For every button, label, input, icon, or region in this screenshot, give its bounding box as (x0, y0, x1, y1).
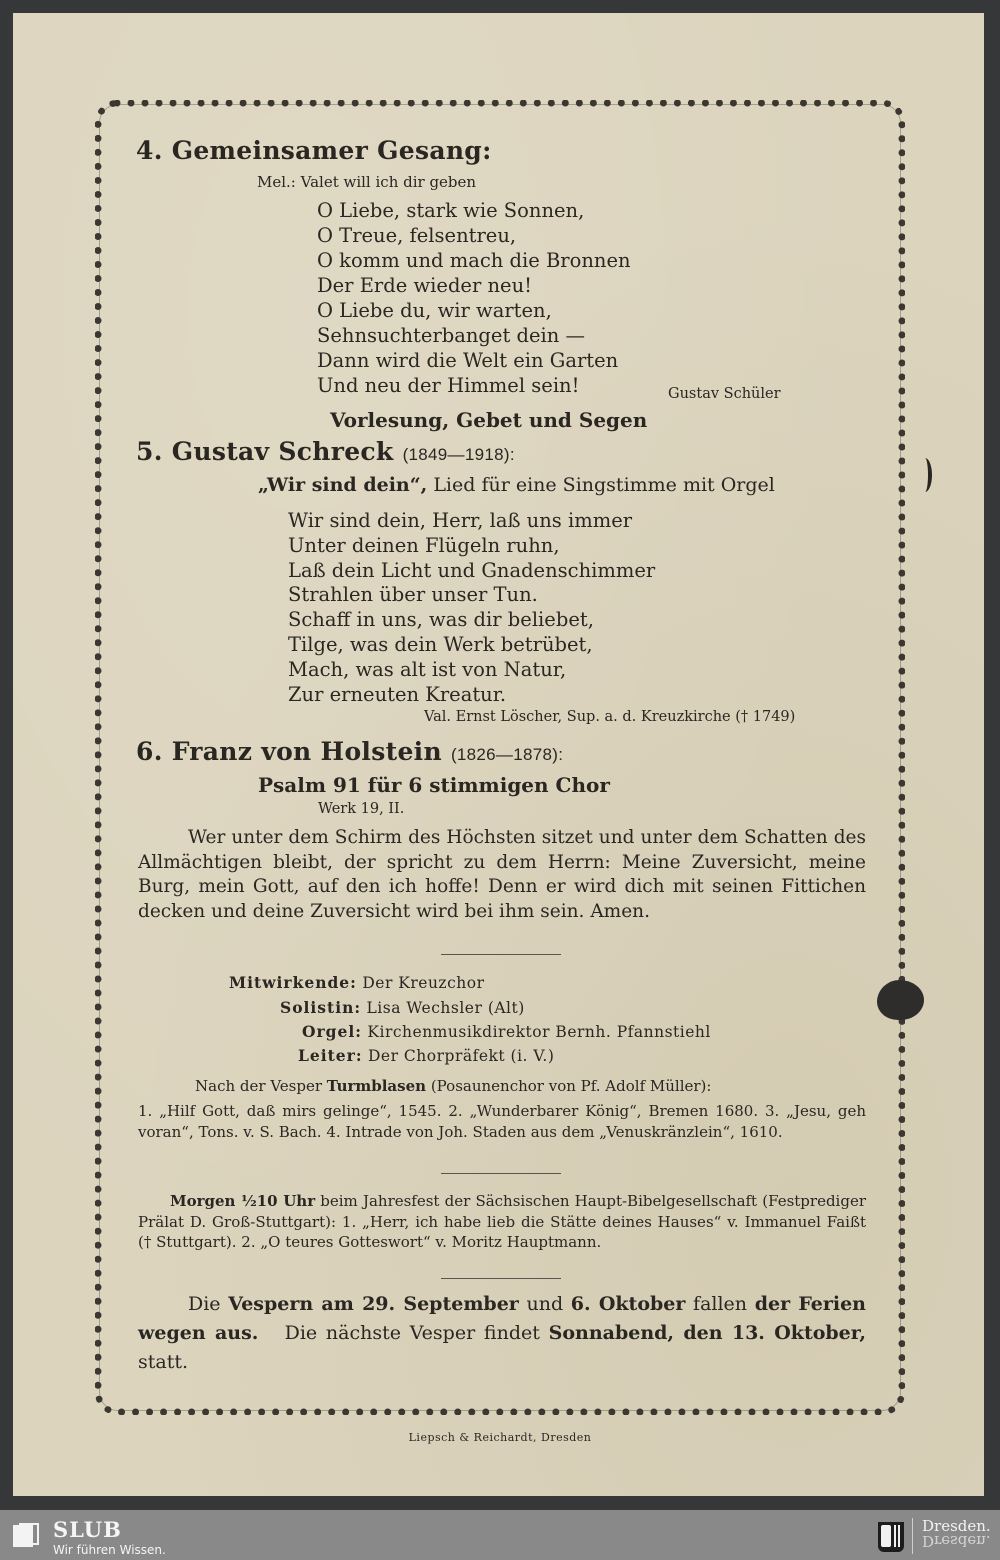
verse-line: Mach, was alt ist von Natur, (288, 658, 567, 681)
morning-lead: Morgen ½10 Uhr (170, 1192, 316, 1210)
slub-tagline: Wir führen Wissen. (53, 1543, 166, 1557)
composer-name: 5. Gustav Schreck (136, 437, 394, 466)
verse-line: Dann wird die Welt ein Garten (317, 349, 619, 372)
opus-number: Werk 19, II. (318, 801, 405, 817)
verse-line: O Liebe, stark wie Sonnen, (317, 199, 585, 222)
performer-value: Lisa Wechsler (Alt) (366, 999, 525, 1017)
section-5-heading (136, 437, 515, 466)
notice-bold: Vespern am 29. September (228, 1293, 519, 1315)
notice-bold: 6. Oktober (570, 1293, 686, 1315)
liturgy-line: Vorlesung, Gebet und Segen (330, 408, 648, 432)
footer-separator (912, 1518, 913, 1554)
verse-line: O Liebe du, wir warten, (317, 299, 552, 322)
slub-brand[interactable]: SLUB (53, 1517, 122, 1542)
song-title: „Wir sind dein“, (258, 474, 428, 496)
performer-value: Kirchenmusikdirektor Bernh. Pfannstiehl (367, 1023, 711, 1041)
margin-bracket-mark (918, 458, 932, 492)
ink-blot-mark (877, 980, 924, 1020)
performer-label: Mitwirkende: (229, 973, 357, 992)
notice-text: fallen (693, 1293, 748, 1315)
dresden-logo-text[interactable]: Dresden. (922, 1517, 991, 1535)
work-title: Psalm 91 für 6 stimmigen Chor (258, 773, 610, 797)
verse-line: Und neu der Himmel sein! (317, 374, 580, 397)
notice-text: statt. (138, 1351, 189, 1373)
section-4-heading: 4. Gemeinsamer Gesang: (136, 136, 492, 165)
tower-program: 1. „Hilf Gott, daß mirs gelinge“, 1545. 2. „Wunderbarer König“, Bremen 1680. 3. „Jesu, geh voran“, Tons. v. S. Bach. 4. Intrade von Joh. Staden aus dem „Venuskränzlein“, 1610. (138, 1102, 866, 1141)
performer-label: Orgel: (302, 1022, 362, 1041)
divider (441, 1278, 561, 1279)
verse-line: Zur erneuten Kreatur. (288, 683, 507, 706)
performer-label: Solistin: (280, 998, 362, 1017)
dresden-logo-reflection: Dresden. (922, 1532, 991, 1550)
schedule-notice (138, 1290, 866, 1377)
song-description: Lied für eine Singstimme mit Orgel (433, 474, 775, 496)
performer-row (280, 998, 525, 1017)
notice-bold: der Ferien wegen aus. (138, 1293, 866, 1344)
divider (441, 954, 561, 955)
notice-text: Die (188, 1293, 221, 1315)
notice-bold: Sonnabend, den 13. Oktober, (548, 1322, 867, 1344)
tower-lead-text: Nach der Vesper (195, 1077, 322, 1095)
verse-line: Der Erde wieder neu! (317, 274, 532, 297)
verse-line: Strahlen über unser Tun. (288, 583, 538, 606)
composer-years: (1849—1918): (402, 445, 515, 464)
hymn-author: Gustav Schüler (668, 386, 781, 402)
verse-line: Wir sind dein, Herr, laß uns immer (288, 509, 633, 532)
morning-announcement (138, 1191, 866, 1253)
song-author: Val. Ernst Löscher, Sup. a. d. Kreuzkirche († 1749) (424, 709, 796, 725)
notice-text: und (526, 1293, 564, 1315)
performer-label: Leiter: (298, 1046, 363, 1065)
notice-text: Die nächste Vesper findet (284, 1322, 540, 1344)
verse-line: Laß dein Licht und Gnadenschimmer (288, 559, 656, 582)
composer-name: 6. Franz von Holstein (136, 737, 442, 766)
verse-line: O komm und mach die Bronnen (317, 249, 631, 272)
verse-line: Sehnsuchterbanget dein — (317, 324, 586, 347)
performer-value: Der Kreuzchor (362, 974, 485, 992)
verse-line: O Treue, felsentreu, (317, 224, 517, 247)
dresden-crest-icon[interactable] (878, 1522, 904, 1552)
viewer-footer (0, 1510, 1000, 1560)
section-6-heading (136, 737, 563, 766)
morning-text: beim Jahresfest der Sächsischen Haupt-Bibelgesellschaft (Festprediger Prälat D. Groß-Stuttgart): 1. „Herr, ich habe lieb die Stätte deines Hauses“ v. Immanuel Faißt († Stuttgart). 2. „O teures Gotteswort“ v. Moritz Hauptmann. (138, 1192, 866, 1251)
printer-imprint: Liepsch & Reichardt, Dresden (408, 1431, 592, 1444)
verse-line: Tilge, was dein Werk betrübet, (288, 633, 593, 656)
performer-value: Der Chorpräfekt (i. V.) (368, 1047, 555, 1065)
tower-lead-rest: (Posaunenchor von Pf. Adolf Müller): (430, 1077, 712, 1095)
slub-logo-icon[interactable] (13, 1523, 39, 1547)
psalm-text: Wer unter dem Schirm des Höchsten sitzet und unter dem Schatten des Allmächtigen bleibt, der spricht zu dem Herrn: Meine Zuversicht, meine Burg, mein Gott, auf den ich hoffe! Denn er wird dich mit seinen Fittichen decken und deine Zuversicht wird bei ihm sein. Amen. (138, 827, 866, 922)
melody-note: Mel.: Valet will ich dir geben (257, 173, 477, 191)
song-title-line (258, 474, 775, 496)
performer-row (229, 973, 485, 992)
tower-lead (195, 1077, 711, 1095)
performer-row (298, 1046, 554, 1065)
tower-lead-bold: Turmblasen (326, 1077, 427, 1095)
composer-years: (1826—1878): (450, 745, 564, 764)
verse-line: Schaff in uns, was dir beliebet, (288, 608, 594, 631)
divider (441, 1173, 561, 1174)
performer-row (302, 1022, 711, 1041)
verse-line: Unter deinen Flügeln ruhn, (288, 534, 560, 557)
